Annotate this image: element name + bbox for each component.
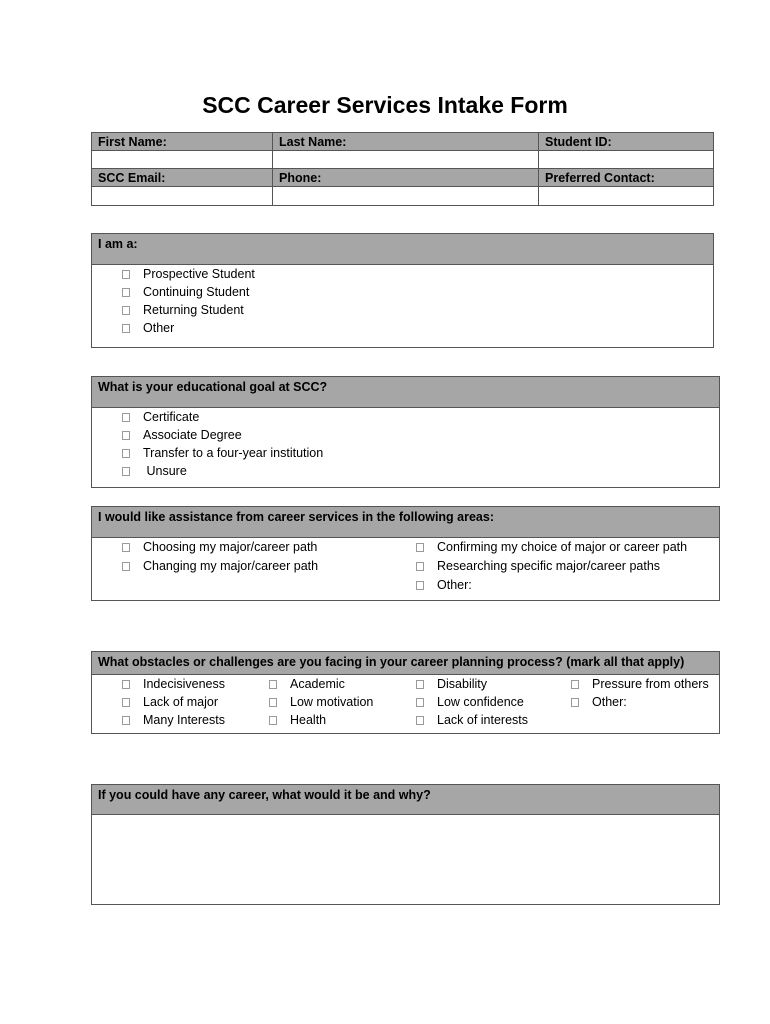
checkbox-icon[interactable] bbox=[122, 562, 130, 571]
checkbox-icon[interactable] bbox=[122, 431, 130, 440]
obstacle-option-other[interactable]: Other: bbox=[571, 695, 627, 709]
checkbox-icon[interactable] bbox=[416, 698, 424, 707]
student-id-field[interactable] bbox=[539, 151, 713, 169]
checkbox-icon[interactable] bbox=[122, 698, 130, 707]
assist-option-researching[interactable]: Researching specific major/career paths bbox=[416, 559, 660, 573]
checkbox-icon[interactable] bbox=[122, 306, 130, 315]
first-name-field[interactable] bbox=[92, 151, 273, 169]
iam-section bbox=[91, 233, 714, 348]
goal-option-associate[interactable]: Associate Degree bbox=[122, 428, 242, 442]
iam-option-prospective[interactable]: Prospective Student bbox=[122, 267, 255, 281]
assistance-heading: I would like assistance from career services in the following areas: bbox=[92, 507, 719, 538]
obstacle-option-academic[interactable]: Academic bbox=[269, 677, 345, 691]
contact-input-row-2 bbox=[92, 187, 713, 205]
contact-input-row-1 bbox=[92, 151, 713, 169]
checkbox-icon[interactable] bbox=[122, 467, 130, 476]
contact-header-row-2 bbox=[92, 169, 713, 187]
checkbox-icon[interactable] bbox=[122, 680, 130, 689]
career-heading: If you could have any career, what would it be and why? bbox=[92, 785, 719, 815]
assist-option-choosing[interactable]: Choosing my major/career path bbox=[122, 540, 317, 554]
checkbox-icon[interactable] bbox=[122, 288, 130, 297]
assist-option-changing[interactable]: Changing my major/career path bbox=[122, 559, 318, 573]
assist-option-confirming[interactable]: Confirming my choice of major or career path bbox=[416, 540, 687, 554]
assistance-section bbox=[91, 506, 720, 601]
goal-option-certificate[interactable]: Certificate bbox=[122, 410, 199, 424]
iam-option-other[interactable]: Other bbox=[122, 321, 174, 335]
checkbox-icon[interactable] bbox=[416, 680, 424, 689]
contact-info-table bbox=[91, 132, 714, 206]
contact-header-row-1 bbox=[92, 133, 713, 151]
checkbox-icon[interactable] bbox=[416, 716, 424, 725]
preferred-contact-field[interactable] bbox=[539, 187, 713, 205]
goal-option-unsure[interactable]: Unsure bbox=[122, 464, 187, 478]
checkbox-icon[interactable] bbox=[122, 324, 130, 333]
assist-option-other[interactable]: Other: bbox=[416, 578, 472, 592]
obstacle-option-many-interests[interactable]: Many Interests bbox=[122, 713, 225, 727]
checkbox-icon[interactable] bbox=[122, 716, 130, 725]
checkbox-icon[interactable] bbox=[416, 543, 424, 552]
first-name-label: First Name: bbox=[92, 133, 273, 151]
checkbox-icon[interactable] bbox=[122, 413, 130, 422]
obstacle-option-low-confidence[interactable]: Low confidence bbox=[416, 695, 524, 709]
phone-label: Phone: bbox=[273, 169, 539, 187]
obstacles-section bbox=[91, 651, 720, 734]
obstacle-option-health[interactable]: Health bbox=[269, 713, 326, 727]
iam-option-continuing[interactable]: Continuing Student bbox=[122, 285, 249, 299]
checkbox-icon[interactable] bbox=[269, 716, 277, 725]
checkbox-icon[interactable] bbox=[269, 680, 277, 689]
obstacle-option-pressure[interactable]: Pressure from others bbox=[571, 677, 709, 691]
obstacle-option-lack-of-interests[interactable]: Lack of interests bbox=[416, 713, 528, 727]
obstacle-option-lack-of-major[interactable]: Lack of major bbox=[122, 695, 218, 709]
form-title: SCC Career Services Intake Form bbox=[202, 92, 568, 118]
last-name-label: Last Name: bbox=[273, 133, 539, 151]
career-section bbox=[91, 784, 720, 905]
phone-field[interactable] bbox=[273, 187, 539, 205]
scc-email-field[interactable] bbox=[92, 187, 273, 205]
obstacle-option-disability[interactable]: Disability bbox=[416, 677, 487, 691]
checkbox-icon[interactable] bbox=[269, 698, 277, 707]
student-id-label: Student ID: bbox=[539, 133, 713, 151]
preferred-contact-label: Preferred Contact: bbox=[539, 169, 713, 187]
iam-heading: I am a: bbox=[92, 234, 713, 265]
checkbox-icon[interactable] bbox=[122, 543, 130, 552]
checkbox-icon[interactable] bbox=[416, 581, 424, 590]
goal-section bbox=[91, 376, 720, 488]
goal-option-transfer[interactable]: Transfer to a four-year institution bbox=[122, 446, 323, 460]
checkbox-icon[interactable] bbox=[571, 698, 579, 707]
obstacles-heading: What obstacles or challenges are you facing in your career planning process? (mark all that apply) bbox=[92, 652, 719, 675]
scc-email-label: SCC Email: bbox=[92, 169, 273, 187]
obstacle-option-low-motivation[interactable]: Low motivation bbox=[269, 695, 373, 709]
last-name-field[interactable] bbox=[273, 151, 539, 169]
goal-heading: What is your educational goal at SCC? bbox=[92, 377, 719, 408]
checkbox-icon[interactable] bbox=[416, 562, 424, 571]
iam-option-returning[interactable]: Returning Student bbox=[122, 303, 244, 317]
checkbox-icon[interactable] bbox=[122, 449, 130, 458]
career-answer-area[interactable] bbox=[92, 815, 719, 904]
obstacle-option-indecisiveness[interactable]: Indecisiveness bbox=[122, 677, 225, 691]
checkbox-icon[interactable] bbox=[571, 680, 579, 689]
checkbox-icon[interactable] bbox=[122, 270, 130, 279]
